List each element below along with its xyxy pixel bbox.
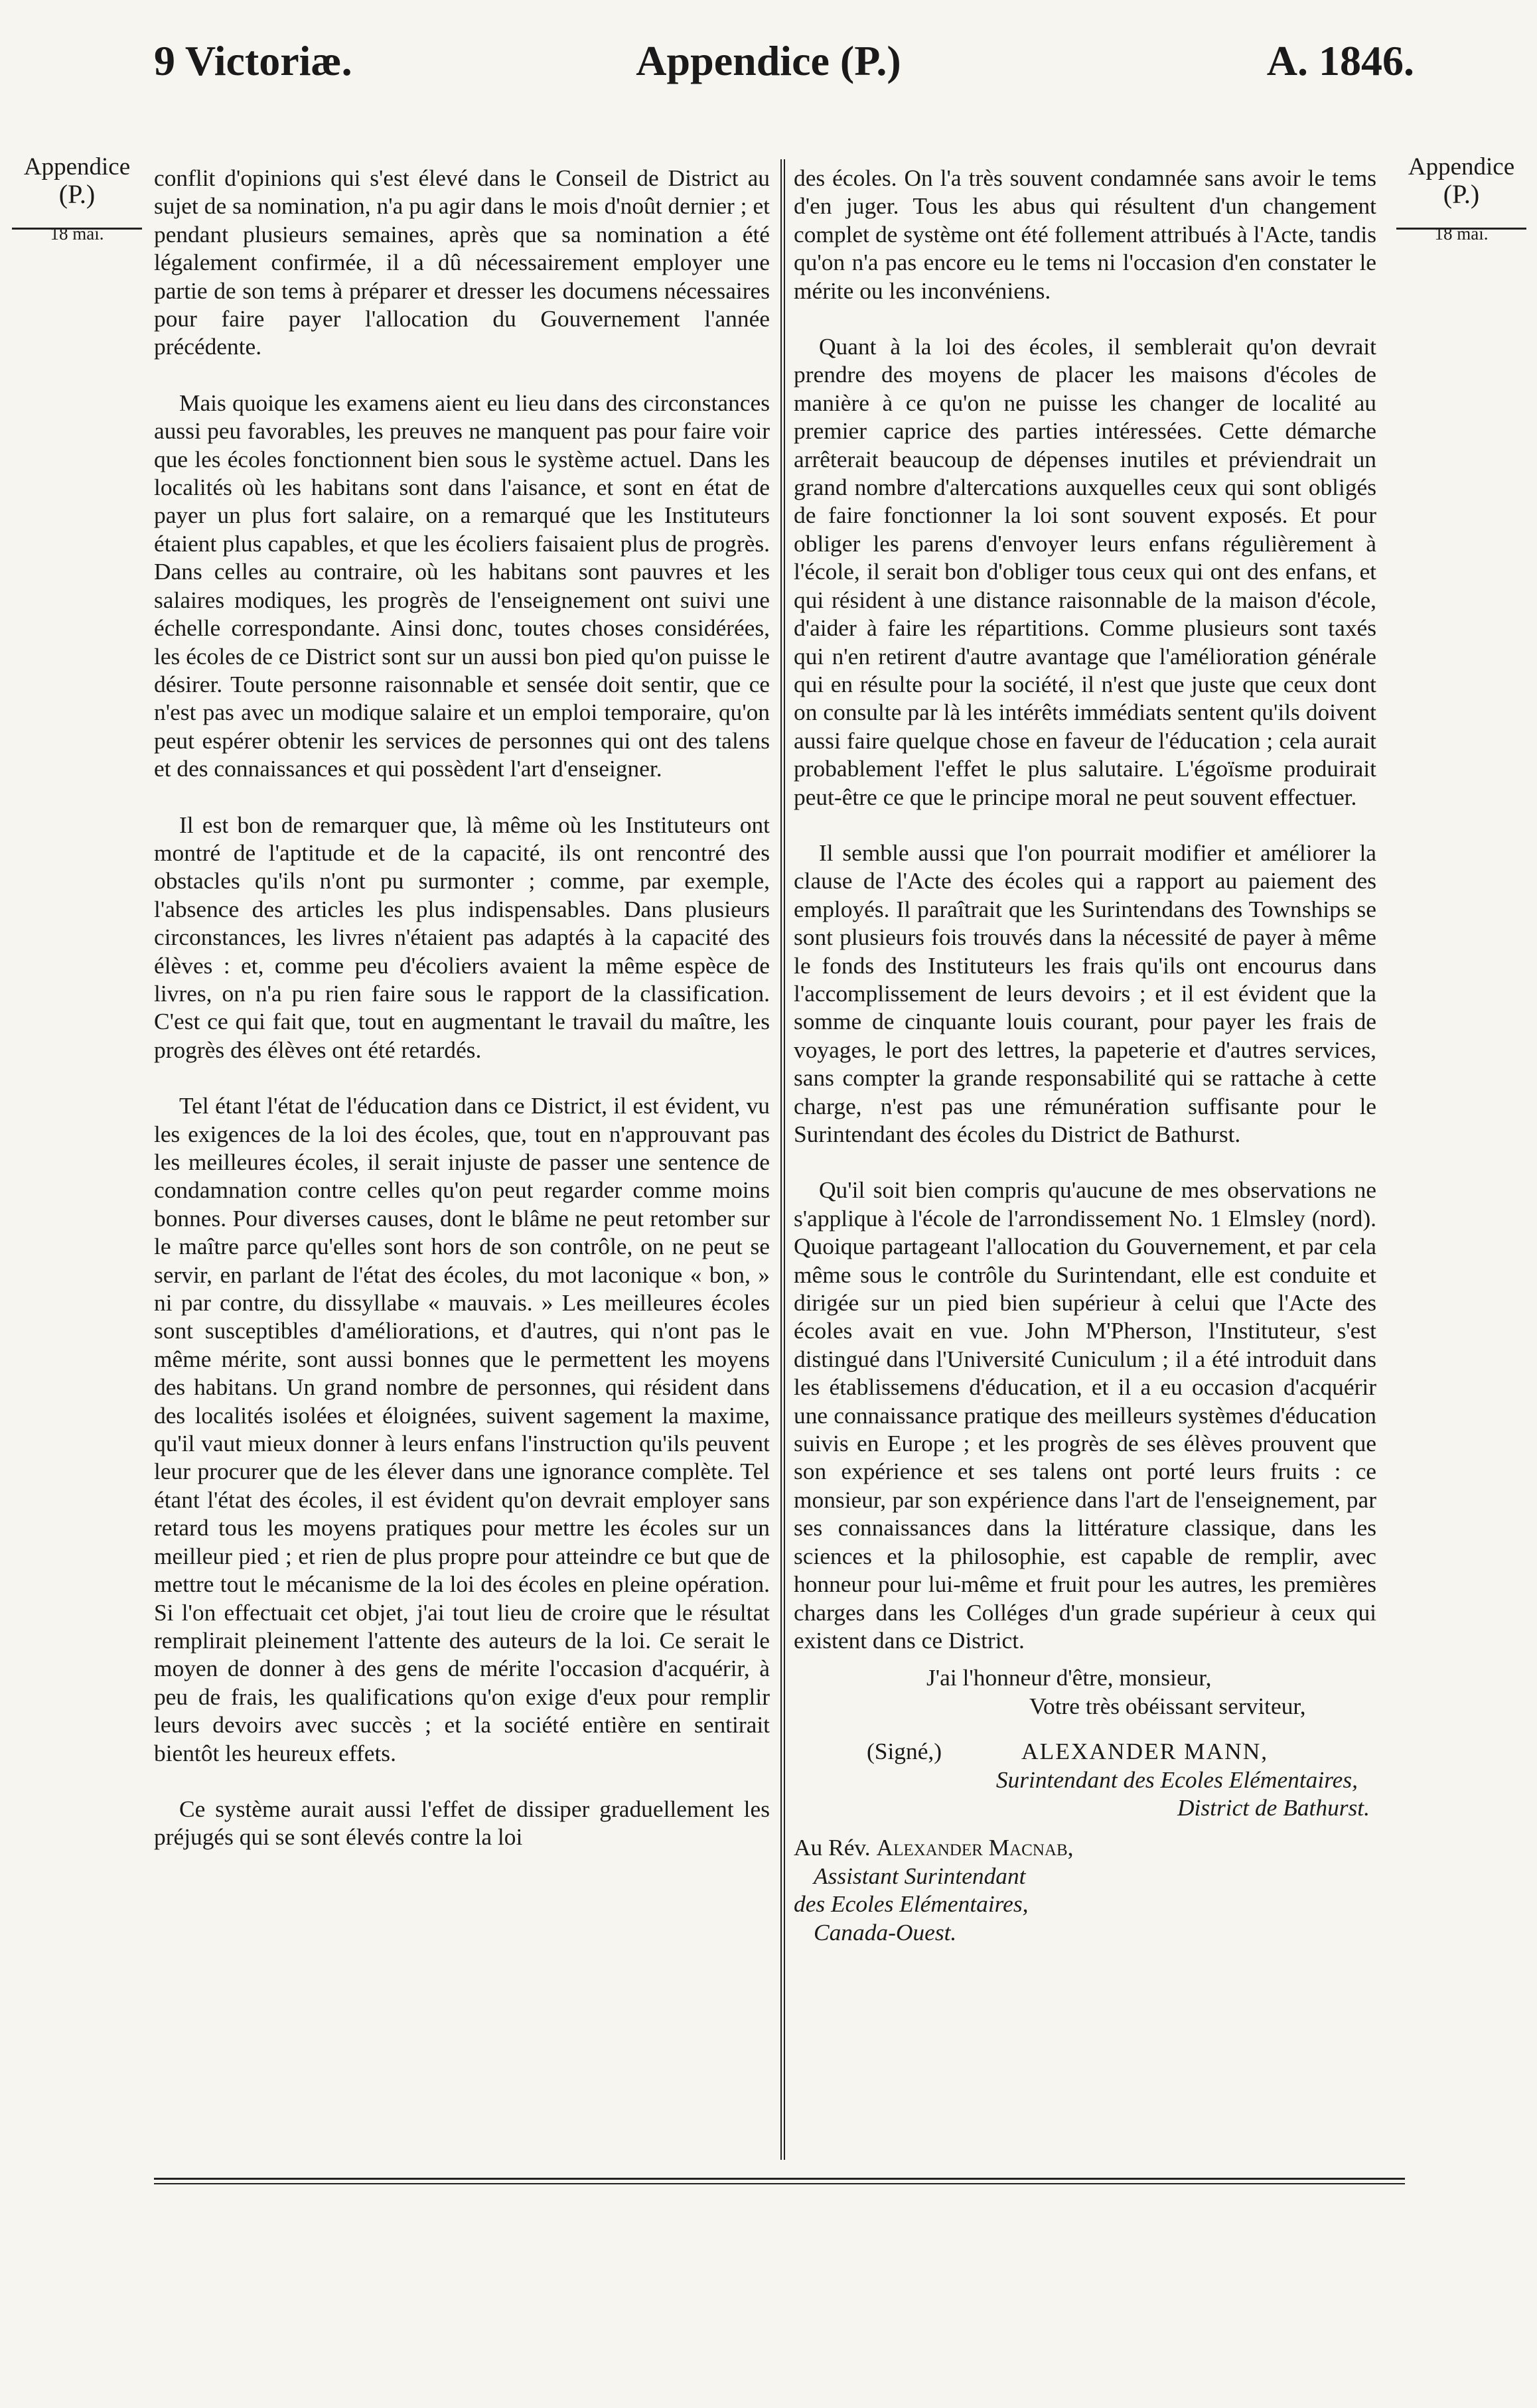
addressee-name: Alexander Macnab, — [876, 1834, 1074, 1861]
addressee-line — [794, 1833, 1376, 1861]
paragraph: Il semble aussi que l'on pourrait modifier et améliorer la clause de l'Acte des écoles qui a rapport au paiement des employés. Il paraîtrait que les Surintendans des Townships se sont plusieurs fois trouvés dans la nécessité de payer à même le fonds des Instituteurs les frais qu'ils ont encourus dans l'accomplissement de leurs devoirs ; et il est évident que la somme de cinquante louis courant, pour payer les frais de voyages, le port des lettres, la papeterie et d'autres services, sans compter la grande responsabilité qui se rattache à cette charge, n'est pas une rémunération suffisante pour le Surintendant des écoles du District de Bathurst. — [794, 839, 1376, 1147]
margin-note-date: 18 mai. — [1434, 223, 1489, 244]
left-column — [154, 164, 770, 1879]
addressee-title: des Ecoles Elémentaires, — [794, 1890, 1029, 1918]
bottom-rule — [154, 2178, 1405, 2180]
addressee-location: Canada-Ouest. — [814, 1918, 957, 1946]
header-year: A. 1846. — [1266, 37, 1414, 84]
signed-marker: (Signé,) — [867, 1738, 942, 1765]
signer-name: ALEXANDER MANN, — [1021, 1738, 1269, 1765]
column-divider — [780, 159, 785, 2160]
margin-note-rule — [12, 228, 142, 230]
paragraph: Il est bon de remarquer que, là même où les Instituteurs ont montré de l'aptitude et de la capacité, ils ont rencontré des obstacles qu'ils n'ont pu surmonter ; comme, par exemple, l'absence des articles les plus indispensables. Dans plusieurs circonstances, les livres n'étaient pas adaptés à la capacité des élèves : et, comme peu d'écoliers avaient la même espèce de livres, on n'a pu rien faire sous le rapport de la classification. C'est ce qui fait que, tout en augmentant le travail du maître, les progrès des élèves ont été retardés. — [154, 811, 770, 1063]
margin-note-label: Appendice — [23, 153, 131, 180]
letter-closing — [794, 1664, 1376, 1946]
signer-district: District de Bathurst. — [1177, 1794, 1370, 1821]
right-column — [794, 164, 1376, 1946]
addressee-prefix: Au Rév. — [794, 1834, 871, 1861]
margin-note-right — [1388, 155, 1534, 243]
paragraph: des écoles. On l'a très souvent condamnée sans avoir le tems d'en juger. Tous les abus qui résultent d'un changement complet de système ont été follement attribués à l'Acte, tandis qu'on n'a pas encore eu le tems ni l'occasion d'en constater le mérite ou les inconvéniens. — [794, 165, 1376, 304]
addressee-title: Assistant Surintendant — [814, 1862, 1026, 1889]
margin-note-date: 18 mai. — [50, 223, 104, 244]
paragraph: Mais quoique les examens aient eu lieu dans des circonstances aussi peu favorables, les preuves ne manquent pas pour faire voir que les écoles fonctionnent bien sous le système actuel. Dans les localités où les habitans sont dans l'aisance, et sont en état de payer un plus fort salaire, on a remarqué que les Instituteurs étaient plus capables, et que les écoliers faisaient plus de progrès. Dans celles au contraire, où les habitans sont pauvres et les salaires modiques, les progrès de l'enseignement ont suivi une échelle correspondante. Ainsi donc, toutes choses considérées, les écoles de ce District sont sur un aussi bon pied qu'on puisse le désirer. Toute personne raisonnable et sensée doit sentir, que ce n'est pas avec un modique salaire et un emploi temporaire, qu'on peut espérer obtenir les services de personnes qui ont des talens et des connaissances et qui possèdent l'art d'enseigner. — [154, 389, 770, 782]
bottom-rule — [154, 2183, 1405, 2184]
paragraph: Ce système aurait aussi l'effet de dissiper graduellement les préjugés qui se sont élevés contre la loi — [154, 1795, 770, 1851]
closing-servant: Votre très obéissant serviteur, — [1029, 1692, 1306, 1719]
closing-honour: J'ai l'honneur d'être, monsieur, — [926, 1664, 1212, 1691]
margin-note-letter: (P.) — [1443, 178, 1480, 209]
signer-title: Surintendant des Ecoles Elémentaires, — [995, 1766, 1358, 1793]
margin-note-left — [4, 155, 150, 243]
paragraph: conflit d'opinions qui s'est élevé dans le Conseil de District au sujet de sa nomination, n'a pu agir dans le mois d'noût dernier ; et pendant plusieurs semaines, après que sa nomination a été légalement confirmée, il a dû nécessairement employer une partie de son tems à préparer et dresser les documens nécessaires pour faire payer l'allocation du Gouvernement l'année précédente. — [154, 165, 770, 360]
paragraph: Tel étant l'état de l'éducation dans ce District, il est évident, vu les exigences de la loi des écoles, que, tout en n'approuvant pas les meilleures écoles, il serait injuste de passer une sentence de condamnation contre celles qu'on peut regarder comme moins bonnes. Pour diverses causes, dont le blâme ne peut retomber sur le maître parce qu'elles sont hors de son contrôle, on ne peut se servir, en parlant de l'état des écoles, du mot laconique « bon, » ni par contre, du dissyllabe « mauvais. » Les meilleures écoles sont susceptibles d'améliorations, et d'autres, qui n'ont pas le même mérite, sont aussi bonnes que le permettent les moyens des habitans. Un grand nombre de personnes, qui résident dans des localités isolées et éloignées, suivent sagement la maxime, qu'il vaut mieux donner à leurs enfans l'instruction qu'ils peuvent leur procurer que de les élever dans une ignorance complète. Tel étant l'état des écoles, il est évident qu'on devrait employer sans retard tous les moyens pratiques pour mettre les écoles sur un meilleur pied ; et rien de plus propre pour atteindre ce but que de mettre tout le mécanisme de la loi des écoles en pleine opération. Si l'on effectuait cet objet, j'ai tout lieu de croire que le résultat remplirait pleinement l'attente des auteurs de la loi. Ce serait le moyen de donner à des gens de mérite l'occasion d'acquérir, à peu de frais, les qualifications qu'on exige d'eux pour remplir leurs devoirs avec succès ; et la société entière en sentirait bientôt les heureux effets. — [154, 1092, 770, 1766]
paragraph: Quant à la loi des écoles, il semblerait qu'on devrait prendre des moyens de placer les maisons d'écoles de manière à ce qu'on ne puisse les changer de localité au premier caprice des parties intéressées. Cette démarche arrêterait beaucoup de dépenses inutiles et préviendrait un grand nombre d'altercations auxquelles ceux qui sont obligés de faire fonctionner la loi sont souvent exposés. Et pour obliger les parens d'envoyer leurs enfans régulièrement à l'école, il serait bon d'obliger tous ceux qui ont des enfans, et qui résident à une distance raisonnable de la maison d'école, d'aider à faire les répartitions. Comme plusieurs sont taxés qui n'en retirent d'autre avantage que l'amélioration générale qui en résulte pour la société, il n'est que juste que ceux dont on consulte par là les intérêts immédiats sentent qu'ils doivent aussi faire quelque chose en faveur de l'éducation ; cela aurait probablement l'effet le plus salutaire. L'égoïsme produirait peut-être ce que le principe moral ne peut souvent effectuer. — [794, 333, 1376, 810]
header-session: 9 Victoriæ. — [154, 37, 352, 84]
signature-line — [794, 1737, 1376, 1765]
margin-note-label: Appendice — [1408, 153, 1515, 180]
margin-note-rule — [1396, 228, 1526, 230]
margin-note-letter: (P.) — [58, 178, 96, 209]
paragraph: Qu'il soit bien compris qu'aucune de mes observations ne s'applique à l'école de l'arrondissement No. 1 Elmsley (nord). Quoique partageant l'allocation du Gouvernement, et par cela même sous le contrôle du Surintendant, elle est conduite et dirigée sur un pied bien supérieur à celui que l'Acte des écoles avait en vue. John M'Pherson, l'Instituteur, s'est distingué dans l'Université Cuniculum ; il a été introduit dans les établissemens d'éducation, et il a eu occasion d'acquérir une connaissance pratique des meilleurs systèmes d'éducation suivis en Europe ; et les progrès de ses élèves prouvent que son expérience et ses talens ont porté leurs fruits : ce monsieur, par son expérience dans l'art de l'enseignement, par ses connaissances dans la littérature classique, dans les sciences et la philosophie, est capable de remplir, avec honneur pour lui-même et fruit pour les autres, les premières charges dans les Colléges d'un grade supérieur à ceux qui existent dans ce District. — [794, 1176, 1376, 1654]
header-appendix-title: Appendice (P.) — [636, 37, 901, 84]
